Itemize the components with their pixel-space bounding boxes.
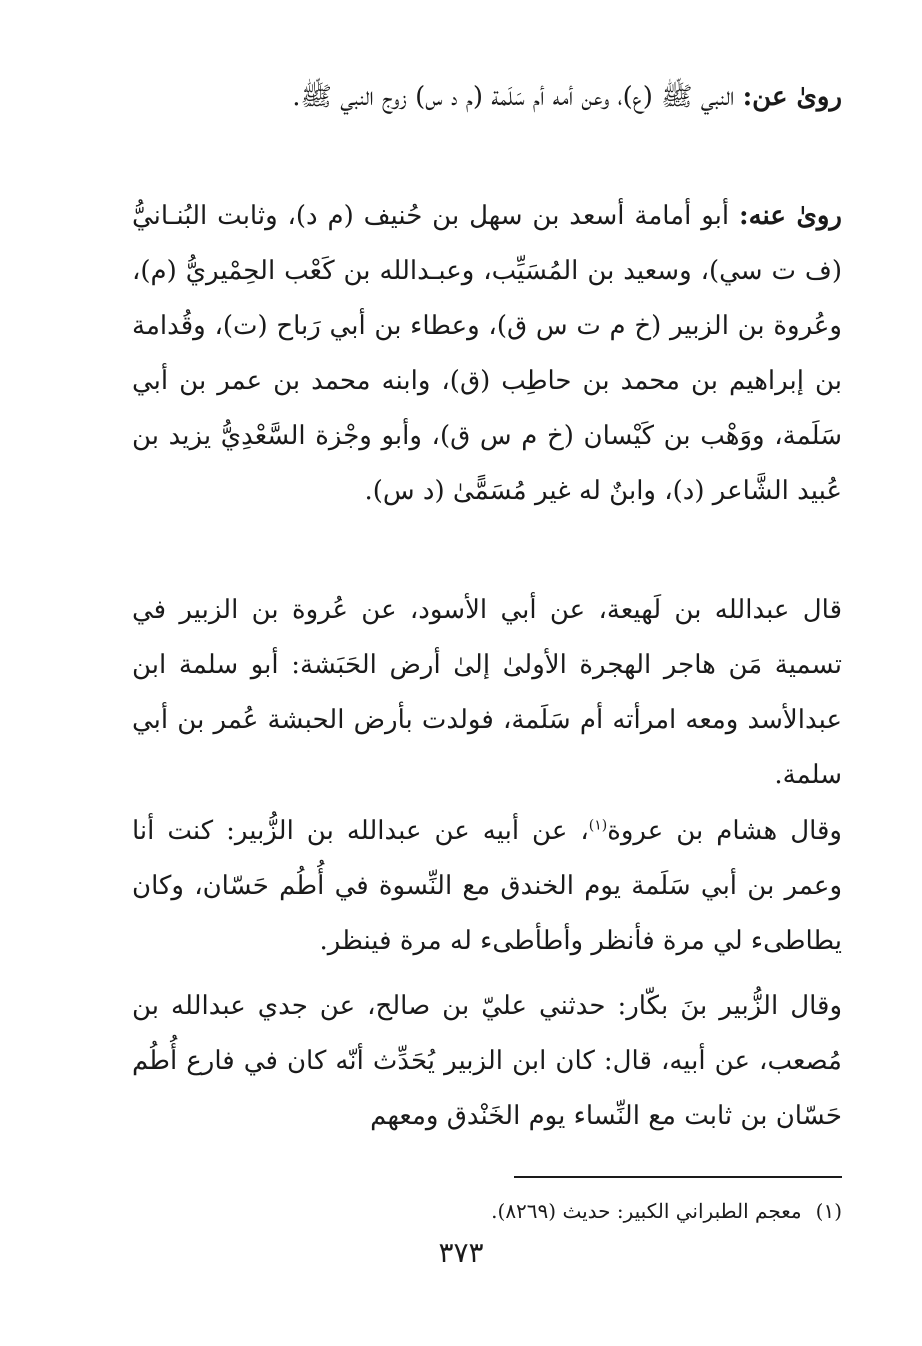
footnote: [400, 1196, 842, 1226]
paragraph-text: وقال الزُّبير بنَ بكّار: حدثني عليّ بن صالح، عن جدي عبدالله بن مُصعب، عن أبيه، قال: كان ابن الزبير يُحَدِّث أنّه كان في فارع أُطُم حَسّان بن ثابت مع النِّساء يوم الخَنْدق ومعهم: [132, 991, 842, 1131]
footnote-reference[interactable]: (١): [588, 817, 608, 834]
footnote-divider: [514, 1176, 842, 1178]
paragraph-text: ، عن أبيه عن عبدالله بن الزُّبير: كنت أنا وعمر بن أبي سَلَمة يوم الخندق مع النِّسوة في أُطُم حَسّان، وكان يطاطىء لي مرة فأنظر وأطأطىء له مرة فينظر.: [132, 816, 842, 956]
section-lead: رویٰ عنه:: [738, 201, 842, 231]
narrated-from-paragraph: [132, 70, 842, 125]
ibn-lahia-paragraph: [132, 583, 842, 803]
footnote-number: (١): [815, 1199, 842, 1223]
paragraph-text: النبي ﷺ (ع)، وعن أمه أم سَلَمة (م د س) زوج النبي ﷺ.: [292, 82, 743, 112]
zubair-paragraph: [132, 979, 842, 1144]
paragraph-text: قال عبدالله بن لَهيعة، عن أبي الأسود، عن عُروة بن الزبير في تسمية مَن هاجر الهجرة الأولىٰ إلىٰ أرض الحَبَشة: أبو سلمة ابن عبدالأسد ومعه امرأته أم سَلَمة، فولدت بأرض الحبشة عُمر بن أبي سلمة.: [132, 595, 842, 790]
narrators-paragraph: [132, 189, 842, 519]
paragraph-text: أبو أمامة أسعد بن سهل بن حُنيف (م د)، وثابت البُنـانيُّ (ف ت سي)، وسعيد بن المُسَيِّب، وعبـدالله بن كَعْب الحِمْيريُّ (م)، وعُروة بن الزبير (خ م ت س ق)، وعطاء بن أبي رَباح (ت)، وقُدامة بن إبراهيم بن محمد بن حاطِب (ق)، وابنه محمد بن عمر بن أبي سَلَمة، ووَهْب بن كَيْسان (خ م س ق)، وأبو وجْزة السَّعْدِيُّ يزيد بن عُبيد الشَّاعر (د)، وابنٌ له غير مُسَمًّىٰ (د س).: [132, 201, 842, 506]
footnote-text: معجم الطبراني الكبير: حديث (٨٢٦٩).: [491, 1199, 802, 1223]
hisham-paragraph: [132, 804, 842, 969]
section-lead: رویٰ عن:: [742, 82, 842, 112]
page-number: ٣٧٣: [438, 1236, 484, 1269]
paragraph-text: وقال هشام بن عروة: [607, 816, 842, 846]
